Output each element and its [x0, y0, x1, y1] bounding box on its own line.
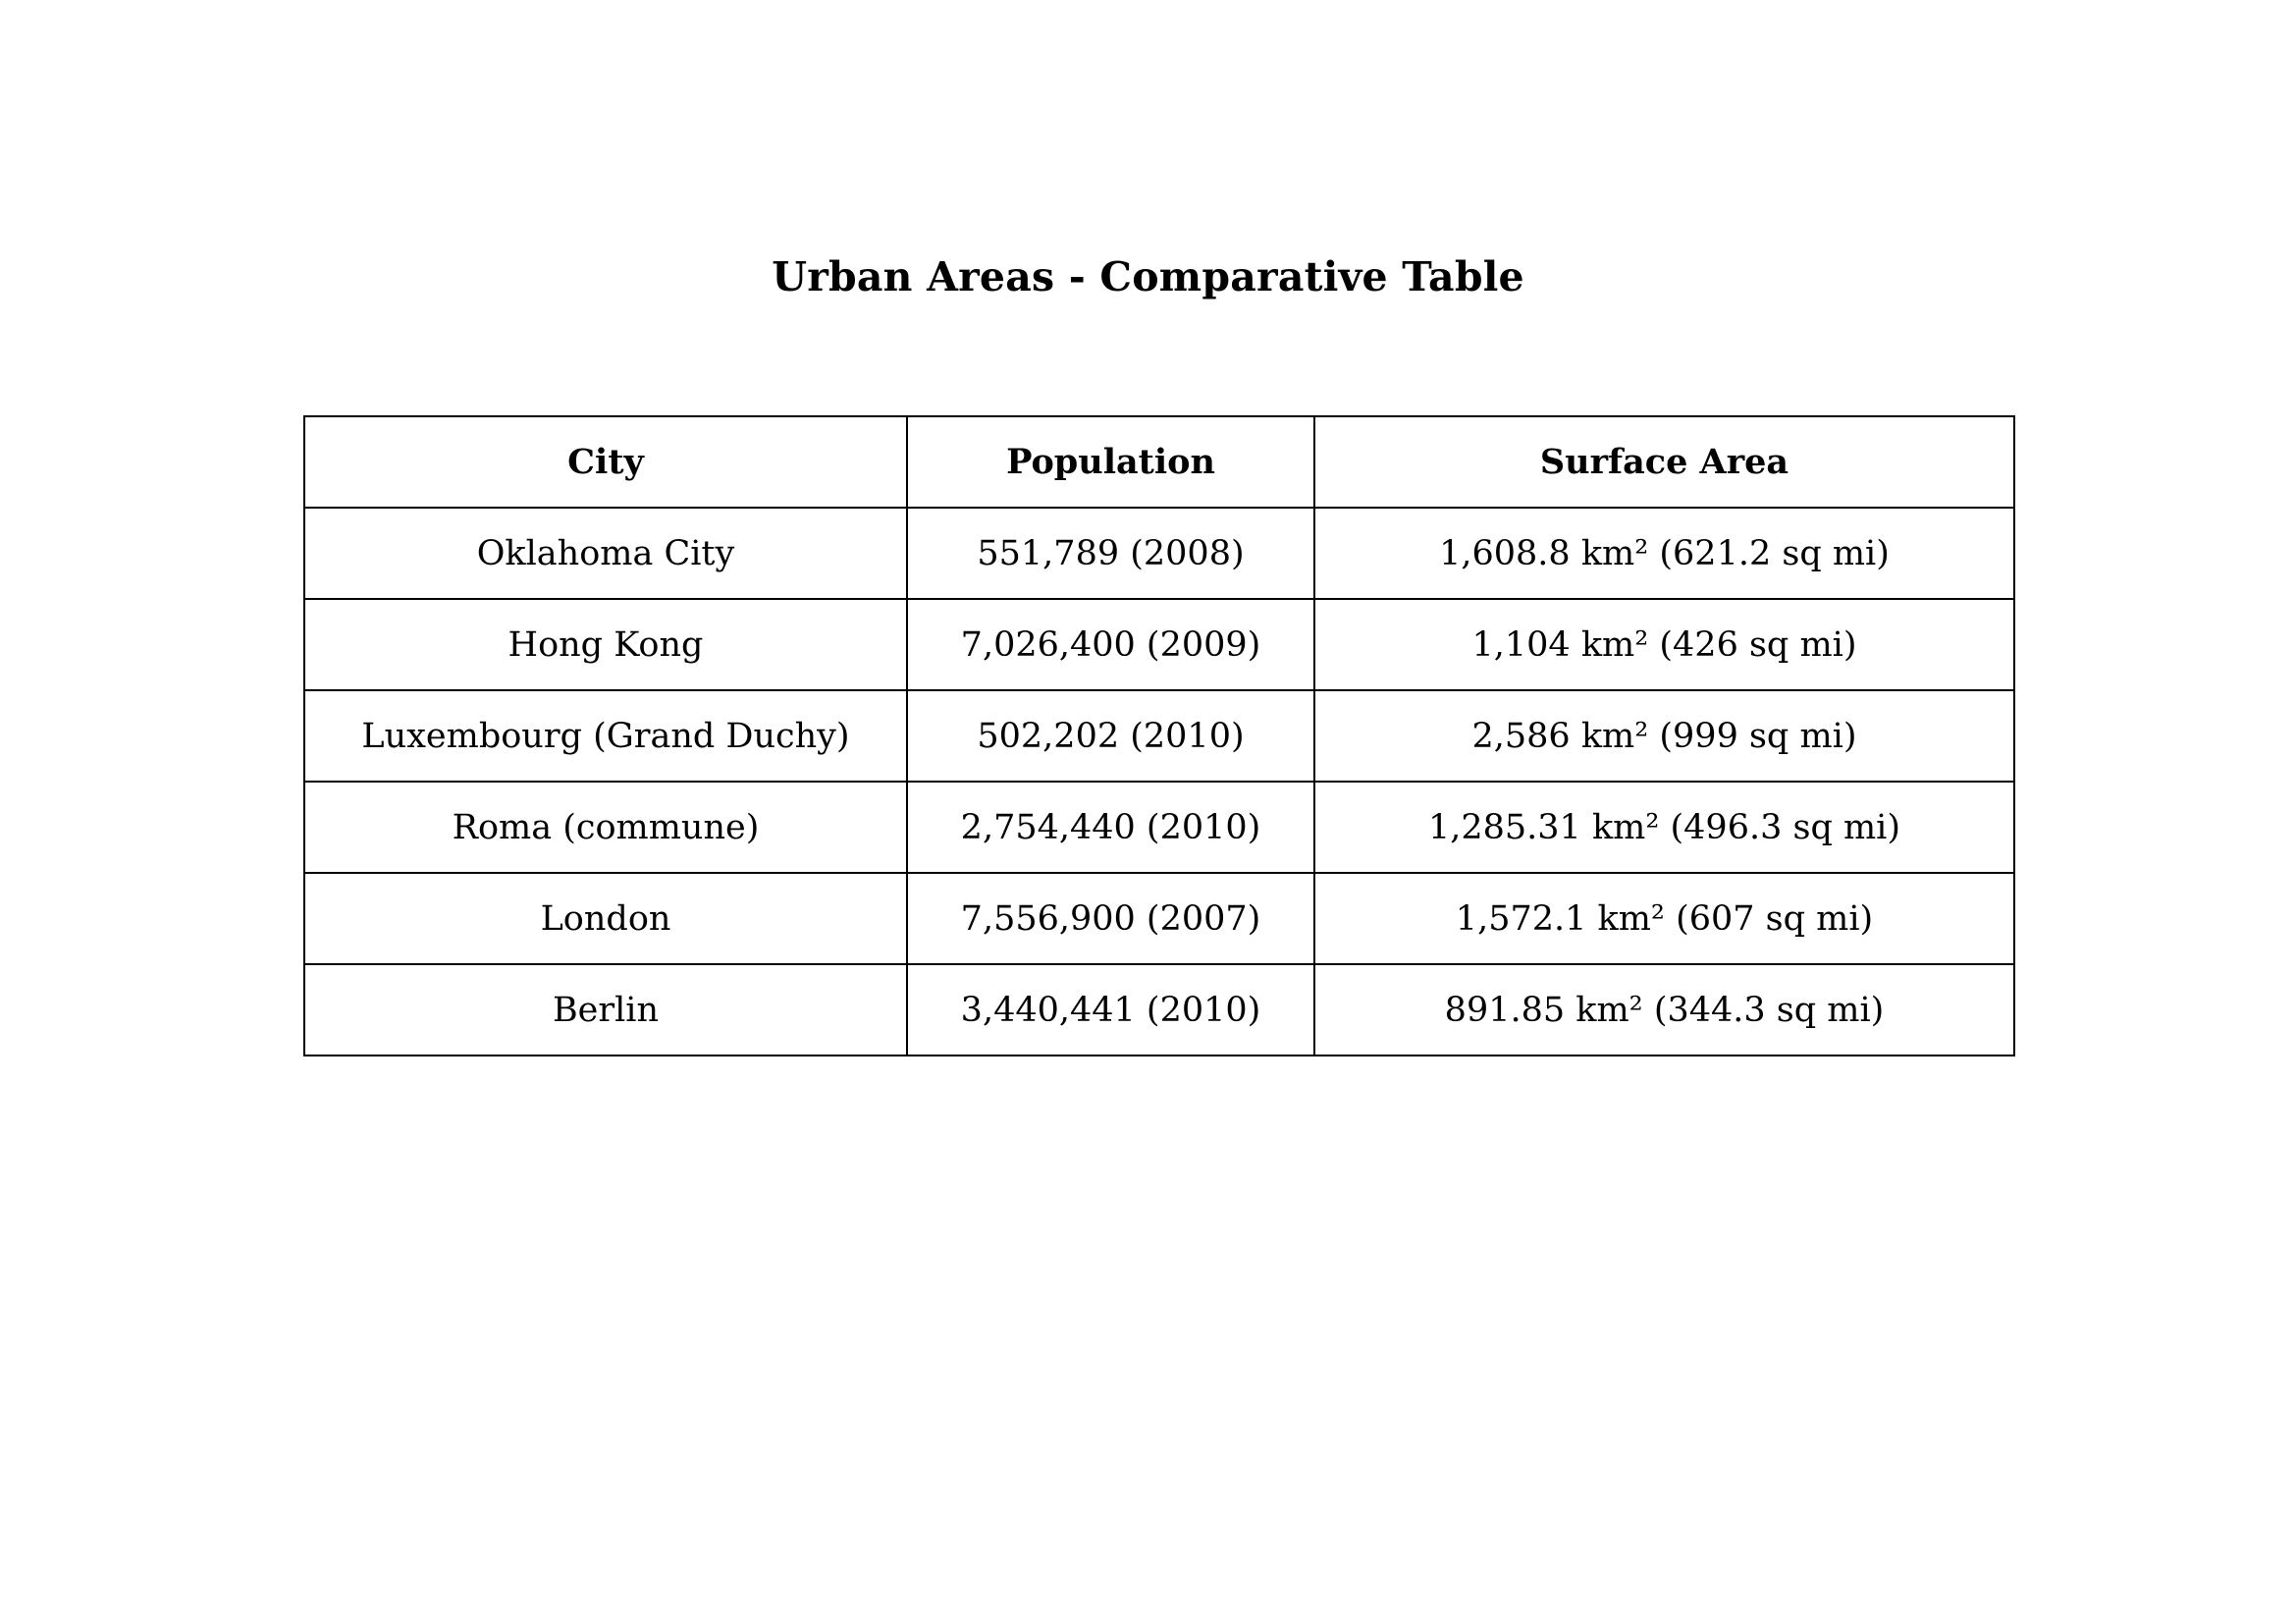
- cell-city: Oklahoma City: [304, 508, 907, 599]
- table-row: [304, 873, 2014, 964]
- cell-city: Luxembourg (Grand Duchy): [304, 690, 907, 782]
- table-row: [304, 964, 2014, 1056]
- header-city: City: [304, 416, 907, 508]
- header-surface-area: Surface Area: [1314, 416, 2014, 508]
- cell-surface-area: 1,572.1 km² (607 sq mi): [1314, 873, 2014, 964]
- comparative-table: [303, 415, 2015, 1056]
- cell-population: 502,202 (2010): [907, 690, 1314, 782]
- page-title: Urban Areas - Comparative Table: [772, 253, 1524, 300]
- cell-city: Berlin: [304, 964, 907, 1056]
- cell-surface-area: 2,586 km² (999 sq mi): [1314, 690, 2014, 782]
- cell-population: 2,754,440 (2010): [907, 782, 1314, 873]
- cell-surface-area: 1,285.31 km² (496.3 sq mi): [1314, 782, 2014, 873]
- cell-population: 551,789 (2008): [907, 508, 1314, 599]
- cell-population: 7,556,900 (2007): [907, 873, 1314, 964]
- cell-city: Roma (commune): [304, 782, 907, 873]
- cell-population: 7,026,400 (2009): [907, 599, 1314, 690]
- table-row: [304, 599, 2014, 690]
- table-row: [304, 508, 2014, 599]
- table-row: [304, 690, 2014, 782]
- header-population: Population: [907, 416, 1314, 508]
- cell-city: Hong Kong: [304, 599, 907, 690]
- cell-city: London: [304, 873, 907, 964]
- cell-surface-area: 1,608.8 km² (621.2 sq mi): [1314, 508, 2014, 599]
- cell-population: 3,440,441 (2010): [907, 964, 1314, 1056]
- header-row: [304, 416, 2014, 508]
- cell-surface-area: 891.85 km² (344.3 sq mi): [1314, 964, 2014, 1056]
- table-row: [304, 782, 2014, 873]
- cell-surface-area: 1,104 km² (426 sq mi): [1314, 599, 2014, 690]
